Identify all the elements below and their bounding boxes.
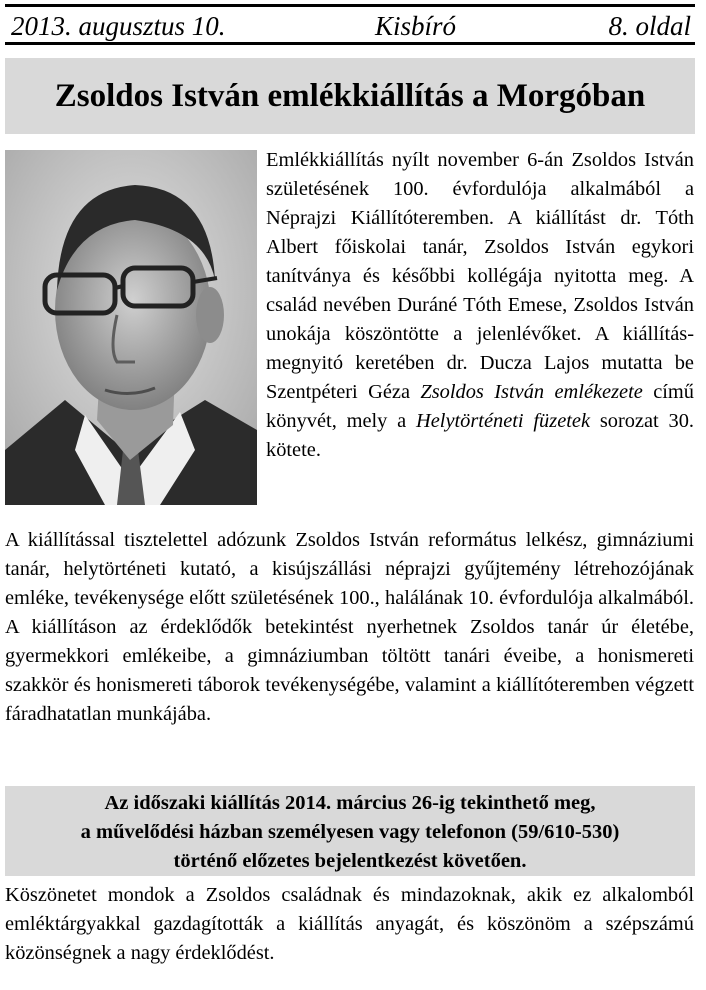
intro-text-3: sorozat 30. kötete.: [266, 410, 694, 461]
issue-date: 2013. augusztus 10.: [11, 11, 226, 41]
page-number: 8. oldal: [608, 11, 691, 41]
body-paragraph: A kiállítással tisztelettel adózunk Zsoldos István református lelkész, gimnáziumi tanár, helytörténeti kutató, a kisújszállási néprajzi gyűjtemény létrehozójának emléke, tevékenysége előtt születésének 100., halálának 10. évfordulója alkalmából. A kiállításon az érdeklődők betekintést nyerhetnek Zsoldos tanár úr életébe, gyermekkori emlékeibe, a gimnáziumban töltött tanári éveibe, a honismereti szakkör és honismereti táborok tevékenységébe, valamint a kiállítóteremben végzett fáradhatatlan munkájába.: [5, 529, 694, 725]
notice-line: Az időszaki kiállítás 2014. március 26-ig tekinthető meg,: [104, 792, 596, 814]
portrait-photo: [5, 150, 257, 505]
page-header: [5, 8, 695, 44]
article-title: Zsoldos István emlékkiállítás a Morgóban: [5, 58, 695, 134]
intro-text-2: című könyvét, mely a: [266, 381, 694, 432]
exhibition-notice: [5, 786, 695, 876]
header-bottom-rule: [5, 42, 695, 45]
publication-name: Kisbíró: [375, 11, 457, 41]
closing-paragraph: Köszönetet mondok a Zsoldos családnak és mindazoknak, akik ez alkalomból emléktárgyakkal gazdagították a kiállítás anyagát, és köszönöm a szépszámú közönségnek a nagy érdeklődést.: [5, 884, 694, 964]
intro-text-1: Emlékkiállítás nyílt november 6-án Zsoldos István születésének 100. évfordulója alkalmából a Néprajzi Kiállítóteremben. A kiállítást dr. Tóth Albert főiskolai tanár, Zsoldos István egykori tanítványa és későbbi kollégája nyitotta meg. A család nevében Duráné Tóth Emese, Zsoldos István unokája köszöntötte a jelenlévőket. A kiállítás-megnyitó keretében dr. Ducza Lajos mutatta be Szentpéteri Géza: [266, 149, 694, 403]
notice-line: történő előzetes bejelentkezést követően.: [173, 850, 527, 872]
intro-paragraph: [266, 146, 694, 465]
header-top-rule: [5, 4, 695, 7]
series-title: Helytörténeti füzetek: [416, 410, 591, 432]
notice-line: a művelődési házban személyesen vagy telefonon (59/610-530): [80, 821, 620, 843]
book-title: Zsoldos István emlékezete: [420, 381, 643, 403]
